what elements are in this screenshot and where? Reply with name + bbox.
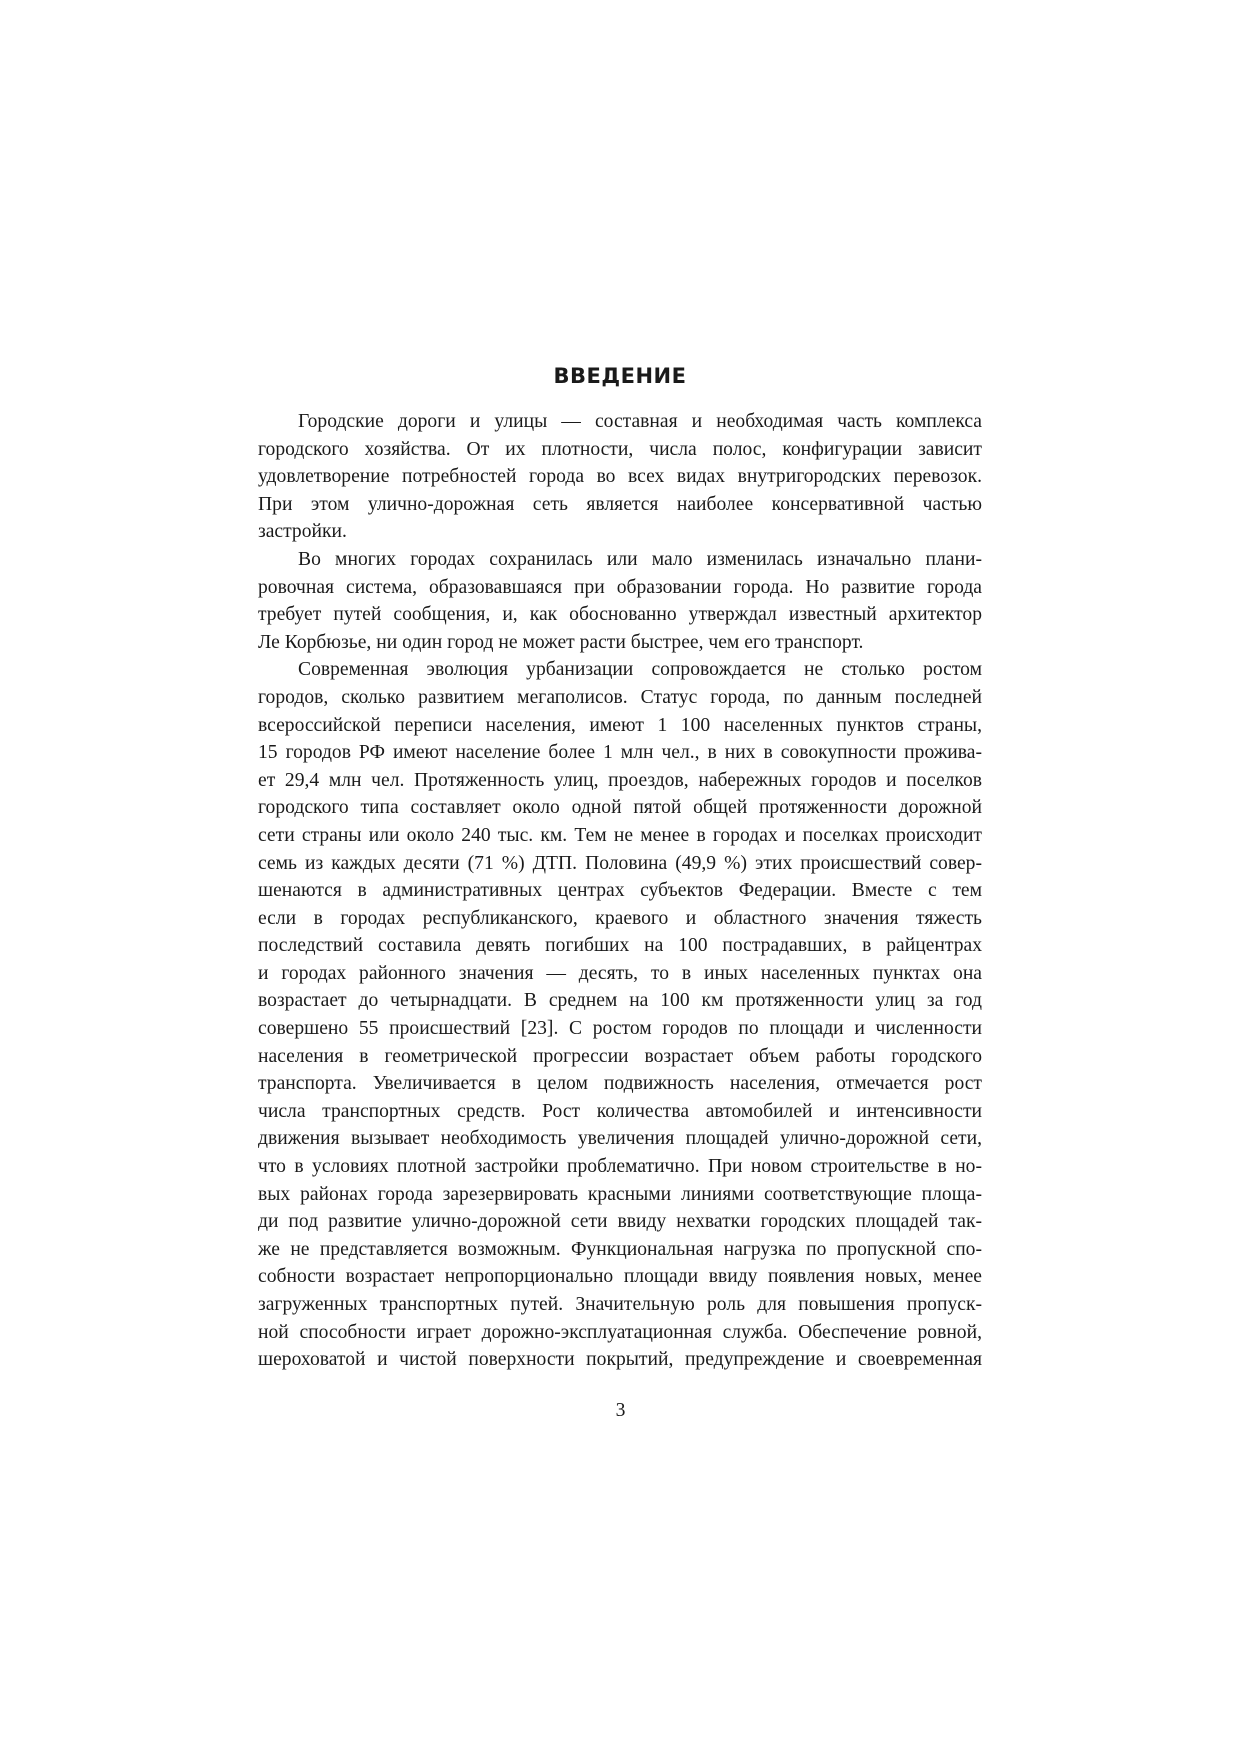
paragraph-line: транспорта. Увеличивается в целом подвижность населения, отмечается рост [258, 1073, 982, 1095]
paragraph-line: числа транспортных средств. Рост количества автомобилей и интенсивности [258, 1100, 982, 1122]
paragraph-line: возрастает до четырнадцати. В среднем на 100 км протяженности улиц за год [258, 990, 982, 1012]
paragraph-line: семь из каждых десяти (71 %) ДТП. Половина (49,9 %) этих происшествий совер- [258, 852, 982, 874]
paragraph-line: вых районах города зарезервировать красными линиями соответствующие площа- [258, 1183, 982, 1205]
paragraph-line: собности возрастает непропорционально площади ввиду появления новых, менее [258, 1266, 982, 1288]
paragraph-line: При этом улично-дорожная сеть является наиболее консервативной частью [258, 493, 982, 515]
paragraph-line: требует путей сообщения, и, как обоснованно утверждал известный архитектор [258, 604, 982, 626]
paragraph-line: и городах районного значения — десять, то в иных населенных пунктах она [258, 962, 982, 984]
paragraph-line: удовлетворение потребностей города во всех видах внутригородских перевозок. [258, 466, 982, 488]
paragraph-line: же не представляется возможным. Функциональная нагрузка по пропускной спо- [258, 1238, 982, 1260]
paragraph-1 [258, 408, 982, 546]
paragraph-line: что в условиях плотной застройки проблематично. При новом строительстве в но- [258, 1156, 982, 1178]
paragraph-line: Ле Корбюзье, ни один город не может расти быстрее, чем его транспорт. [258, 631, 864, 653]
paragraph-line: ди под развитие улично-дорожной сети ввиду нехватки городских площадей так- [258, 1211, 982, 1233]
paragraph-line: 15 городов РФ имеют население более 1 млн чел., в них в совокупности прожива- [258, 742, 982, 764]
paragraph-line: ровочная система, образовавшаяся при образовании города. Но развитие города [258, 576, 982, 598]
section-title: ВВЕДЕНИЕ [553, 364, 687, 388]
paragraph-line: сети страны или около 240 тыс. км. Тем не менее в городах и поселках происходит [258, 824, 982, 846]
paragraph-line: городов, сколько развитием мегаполисов. Статус города, по данным последней [258, 686, 982, 708]
paragraph-line: городского хозяйства. От их плотности, числа полос, конфигурации зависит [258, 438, 982, 460]
paragraph-2 [258, 546, 982, 656]
paragraph-line: Во многих городах сохранилась или мало изменилась изначально плани- [298, 548, 982, 570]
page-number: 3 [615, 1400, 626, 1421]
paragraph-line: шероховатой и чистой поверхности покрытий, предупреждение и своевременная [258, 1349, 982, 1371]
paragraph-line: загруженных транспортных путей. Значительную роль для повышения пропуск- [258, 1294, 982, 1315]
paragraph-3 [258, 656, 982, 1373]
paragraph-line: Городские дороги и улицы — составная и необходимая часть комплекса [298, 411, 982, 432]
paragraph-line: движения вызывает необходимость увеличения площадей улично-дорожной сети, [258, 1128, 982, 1150]
paragraph-line: ет 29,4 млн чел. Протяженность улиц, проездов, набережных городов и поселков [258, 769, 982, 791]
paragraph-line: Современная эволюция урбанизации сопровождается не столько ростом [298, 659, 982, 681]
paragraph-line: совершено 55 происшествий [23]. С ростом городов по площади и численности [258, 1018, 982, 1040]
paragraph-line: если в городах республиканского, краевого и областного значения тяжесть [258, 907, 982, 929]
paragraph-line: всероссийской переписи населения, имеют 1 100 населенных пунктов страны, [258, 714, 982, 736]
paragraph-line: шенаются в административных центрах субъектов Федерации. Вместе с тем [258, 880, 982, 902]
paragraph-line: городского типа составляет около одной пятой общей протяженности дорожной [258, 797, 982, 819]
page-content [258, 361, 982, 1374]
paragraph-line: последствий составила девять погибших на 100 пострадавших, в райцентрах [258, 935, 982, 957]
paragraph-line: застройки. [258, 521, 347, 543]
paragraph-line: населения в геометрической прогрессии возрастает объем работы городского [258, 1045, 982, 1067]
paragraph-line: ной способности играет дорожно-эксплуатационная служба. Обеспечение ровной, [258, 1321, 982, 1343]
